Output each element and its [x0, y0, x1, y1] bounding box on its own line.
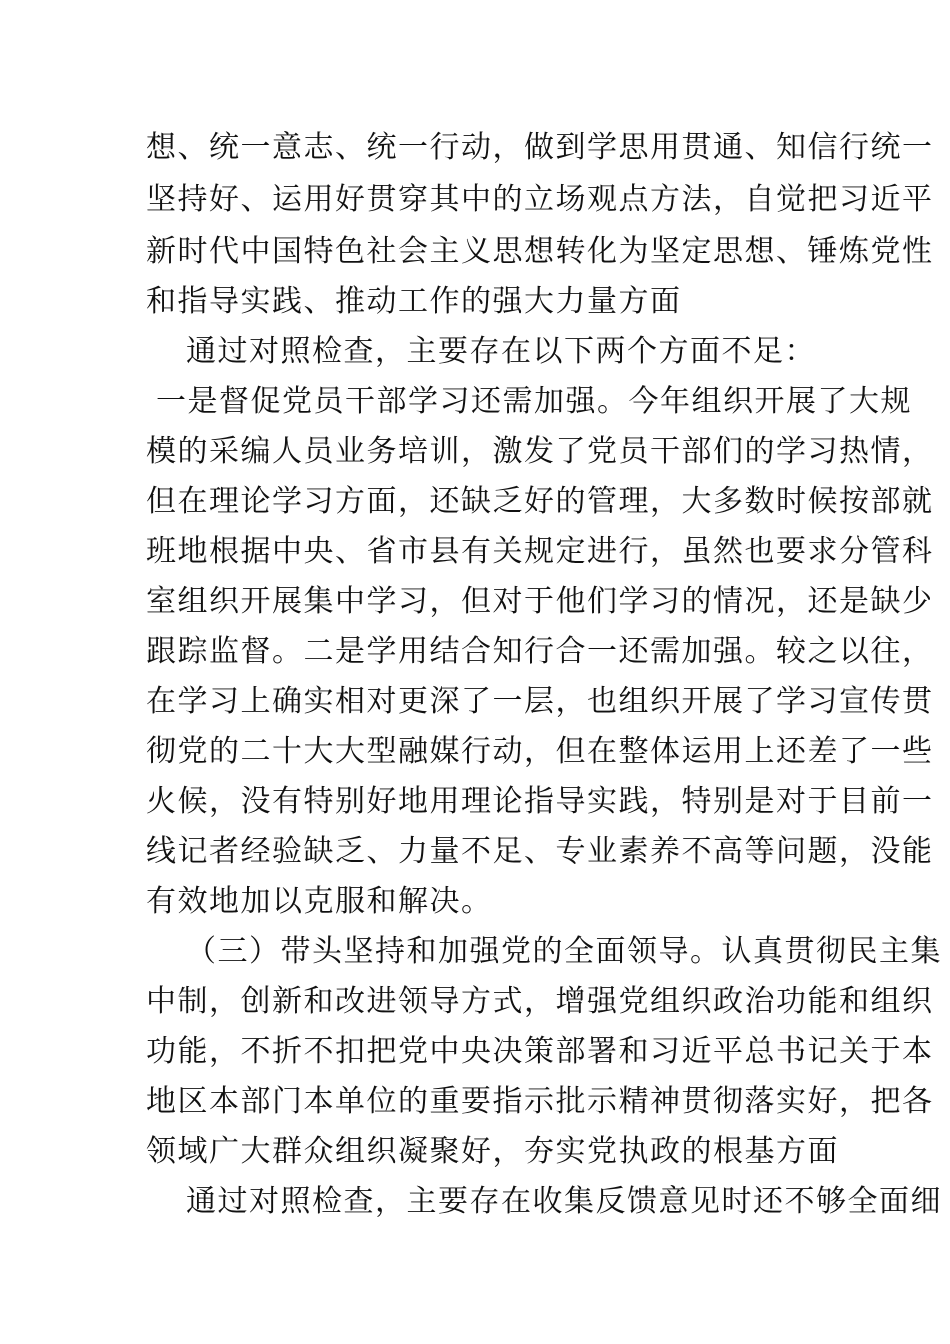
- text-line: （三）带头坚持和加强党的全面领导。认真贯彻民主集: [186, 934, 942, 969]
- text-line: 功能，不折不扣把党中央决策部署和习近平总书记关于本: [146, 1034, 934, 1069]
- text-line: 班地根据中央、省市县有关规定进行，虽然也要求分管科: [146, 534, 934, 569]
- text-line: 在学习上确实相对更深了一层，也组织开展了学习宣传贯: [146, 684, 934, 719]
- text-line: 领域广大群众组织凝聚好，夯实党执政的根基方面: [146, 1134, 839, 1169]
- text-line: 室组织开展集中学习，但对于他们学习的情况，还是缺少: [146, 584, 934, 619]
- text-line: 中制，创新和改进领导方式，增强党组织政治功能和组织: [146, 984, 934, 1019]
- text-line: 一是督促党员干部学习还需加强。今年组织开展了大规: [156, 384, 912, 419]
- text-line: 彻党的二十大大型融媒行动，但在整体运用上还差了一些: [146, 734, 934, 769]
- text-line: 但在理论学习方面，还缺乏好的管理，大多数时候按部就: [146, 484, 934, 519]
- text-line: 火候，没有特别好地用理论指导实践，特别是对于目前一: [146, 784, 934, 819]
- text-line: 通过对照检查，主要存在收集反馈意见时还不够全面细: [186, 1184, 942, 1219]
- text-line: 跟踪监督。二是学用结合知行合一还需加强。较之以往，: [146, 634, 934, 669]
- text-line: 想、统一意志、统一行动，做到学思用贯通、知信行统一: [146, 130, 934, 165]
- text-line: 新时代中国特色社会主义思想转化为坚定思想、锤炼党性: [146, 234, 934, 269]
- text-line: 通过对照检查，主要存在以下两个方面不足：: [186, 334, 816, 369]
- text-line: 坚持好、运用好贯穿其中的立场观点方法，自觉把习近平: [146, 182, 934, 217]
- text-line: 地区本部门本单位的重要指示批示精神贯彻落实好，把各: [146, 1084, 934, 1119]
- text-line: 和指导实践、推动工作的强大力量方面: [146, 284, 682, 319]
- text-line: 模的采编人员业务培训，激发了党员干部们的学习热情，: [146, 434, 934, 469]
- text-line: 有效地加以克服和解决。: [146, 884, 493, 919]
- text-line: 线记者经验缺乏、力量不足、专业素养不高等问题，没能: [146, 834, 934, 869]
